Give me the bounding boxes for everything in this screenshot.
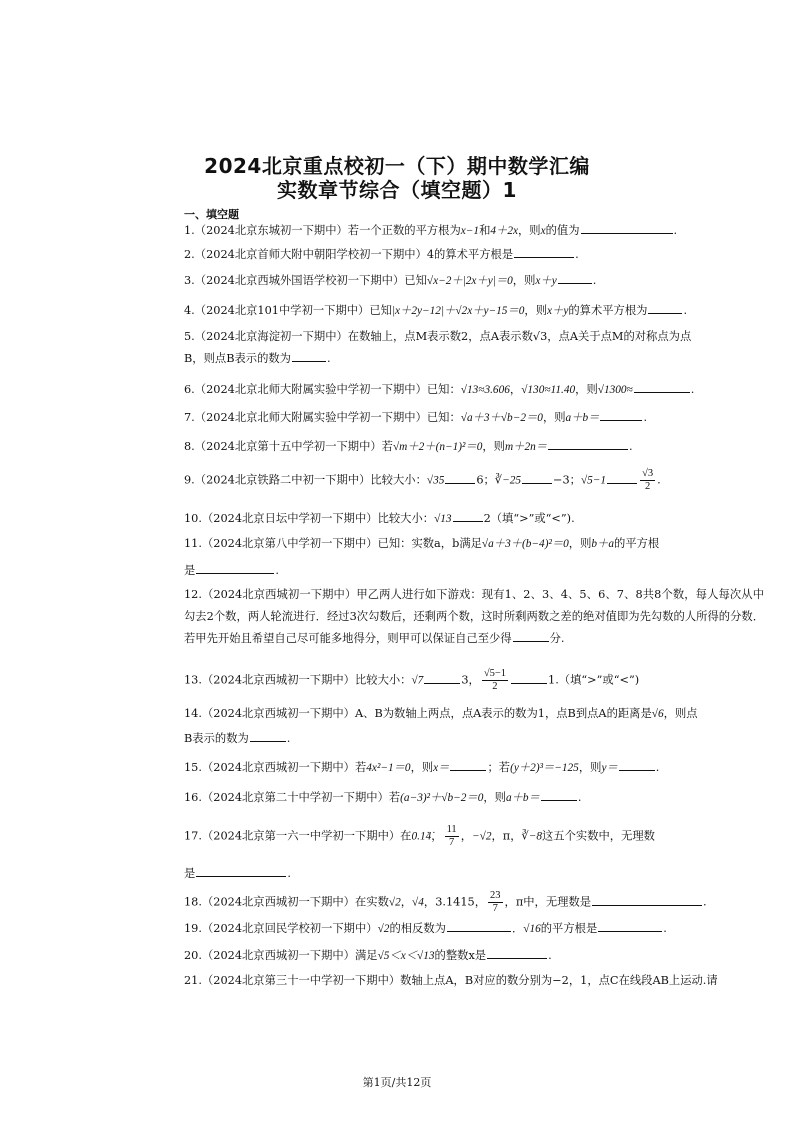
- question-11: 11.（2024北京第八中学初一下期中）已知：实数a，b满足√a＋3＋(b−4)²＝0，则b＋a的平方根 是 .: [184, 537, 660, 577]
- answer-blank[interactable]: [513, 630, 549, 642]
- answer-blank[interactable]: [447, 920, 511, 932]
- fraction: $\frac{11}{7}$: [446, 824, 457, 848]
- question-18: 18.（2024北京西城初一下期中）在实数√2，√4，3.1415， $\frac{23}{7}$ ，π中，无理数是 .: [184, 890, 707, 914]
- answer-blank[interactable]: [487, 947, 547, 959]
- answer-blank[interactable]: [196, 562, 274, 574]
- page-title-line-2: 实数章节综合（填空题）1: [277, 178, 517, 202]
- answer-blank[interactable]: [453, 510, 483, 522]
- question-14: 14.（2024北京西城初一下期中）A、B为数轴上两点，点A表示的数为1，点B到点A的距离是√6，则点 B表示的数为 .: [184, 707, 698, 745]
- answer-blank[interactable]: [196, 865, 286, 877]
- fraction: $\frac{√3}{2}$: [642, 468, 654, 492]
- question-12: 12.（2024北京西城初一下期中）甲乙两人进行如下游戏：现有1、2、3、4、5、6、7、8共8个数，每人每次从中勾去2个数，两人轮流进行．经过3次勾数后，还剩两个数，这时所剩两数之差的绝对值即为先勾数的人所得的分数．若甲先开始且希望自己尽可能多地得分，则甲可以保证自己至少得 分.: [184, 588, 764, 645]
- answer-blank[interactable]: [514, 246, 574, 258]
- answer-blank[interactable]: [450, 759, 486, 771]
- question-7: 7.（2024北京北师大附属实验中学初一下期中）已知：√a＋3＋√b−2＝0，则a＋b＝ .: [184, 411, 648, 424]
- answer-blank[interactable]: [634, 381, 690, 393]
- answer-blank[interactable]: [250, 730, 286, 742]
- answer-blank[interactable]: [592, 894, 702, 906]
- answer-blank[interactable]: [292, 350, 326, 362]
- answer-blank[interactable]: [445, 472, 475, 484]
- answer-blank[interactable]: [511, 672, 547, 684]
- answer-blank[interactable]: [522, 472, 552, 484]
- question-8: 8.（2024北京第十五中学初一下期中）若√m＋2＋(n−1)²＝0，则m＋2n＝ .: [184, 440, 633, 453]
- question-3: 3.（2024北京西城外国语学校初一下期中）已知√x−2＋|2x＋y|＝0，则x＋y .: [184, 274, 597, 287]
- answer-blank[interactable]: [600, 409, 642, 421]
- question-20: 20.（2024北京西城初一下期中）满足√5＜x＜√13的整数x是 .: [184, 949, 552, 962]
- answer-blank[interactable]: [619, 759, 655, 771]
- question-2: 2.（2024北京首师大附中朝阳学校初一下期中）4的算术平方根是 .: [184, 248, 579, 261]
- question-16: 16.（2024北京第二十中学初一下期中）若(a−3)²＋√b−2＝0，则a＋b＝ .: [184, 791, 582, 804]
- answer-blank[interactable]: [558, 272, 592, 284]
- question-10: 10.（2024北京日坛中学初一下期中）比较大小：√13 2（填“>”或“<”).: [184, 512, 575, 525]
- page-title-line-1: 2024北京重点校初一（下）期中数学汇编: [204, 154, 590, 178]
- question-1: 1.（2024北京东城初一下期中）若一个正数的平方根为x−1和4＋2x，则x的值为 .: [184, 224, 678, 237]
- answer-blank[interactable]: [598, 920, 662, 932]
- section-heading: 一、填空题: [184, 208, 239, 221]
- question-13: 13.（2024北京西城初一下期中）比较大小：√7 3， $\frac{√5-1}{2}$ 1.（填“>”或“<”): [184, 668, 640, 692]
- question-6: 6.（2024北京北师大附属实验中学初一下期中）已知：√13≈3.606，√130≈11.40，则√1300≈ .: [184, 383, 695, 396]
- question-5: 5.（2024北京海淀初一下期中）在数轴上，点M表示数2，点A表示数√3，点A关于点M的对称点为点 B，则点B表示的数为 .: [184, 330, 692, 365]
- question-17: 17.（2024北京第一六一中学初一下期中）在0.1̇4̇， $\frac{11}{7}$ ，−√2，π，∛−8这五个实数中，无理数 是 .: [184, 824, 655, 880]
- fraction: $\frac{23}{7}$: [490, 890, 501, 914]
- answer-blank[interactable]: [541, 789, 577, 801]
- question-15: 15.（2024北京西城初一下期中）若4x²−1＝0，则x＝ ；若(y＋2)³＝−125，则y＝ .: [184, 761, 660, 774]
- fraction: $\frac{√5-1}{2}$: [483, 668, 507, 692]
- question-4: 4.（2024北京101中学初一下期中）已知|x＋2y−12|＋√2x＋y−15＝0，则x＋y的算术平方根为 .: [184, 304, 688, 317]
- answer-blank[interactable]: [424, 672, 460, 684]
- answer-blank[interactable]: [548, 438, 628, 450]
- answer-blank[interactable]: [648, 302, 682, 314]
- question-19: 19.（2024北京回民学校初一下期中）√2的相反数为 ．√16的平方根是 .: [184, 922, 667, 935]
- answer-blank[interactable]: [581, 222, 673, 234]
- answer-blank[interactable]: [607, 472, 637, 484]
- question-21: 21.（2024北京第三十一中学初一下期中）数轴上点A，B对应的数分别为−2，1，点C在线段AB上运动.请: [184, 974, 718, 987]
- page-footer: 第1页/共12页: [362, 1076, 432, 1089]
- question-9: 9.（2024北京铁路二中初一下期中）比较大小：√35 6；∛−25 −3；√5−1 $\frac{√3}{2}$ .: [184, 468, 661, 492]
